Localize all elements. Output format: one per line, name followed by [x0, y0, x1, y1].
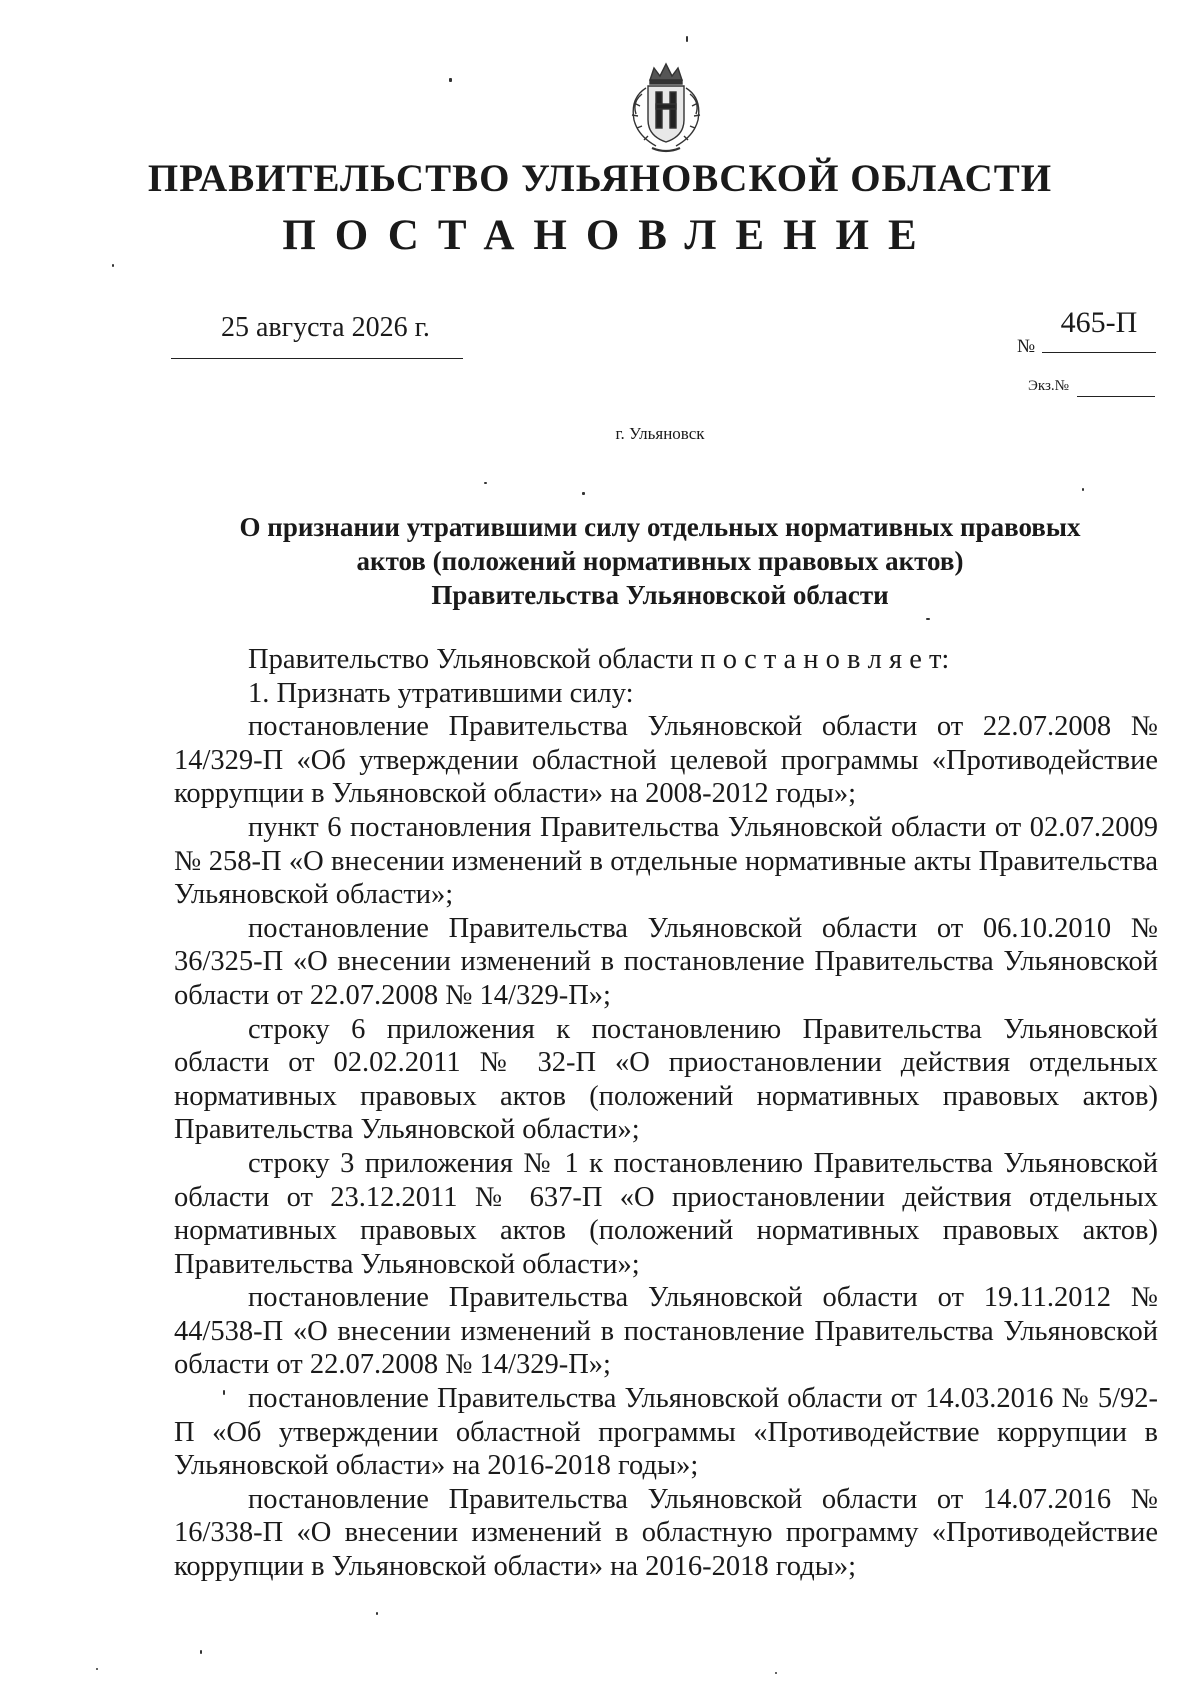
body-paragraph: постановление Правительства Ульяновской области от 22.07.2008 № 14/329-П «Об утверждении областной целевой программы «Противодействие коррупции в Ульяновской области» на 2008-2012 годы»; [174, 711, 1158, 810]
scan-speck [449, 78, 452, 82]
scan-speck [223, 1390, 225, 1395]
scan-speck [200, 1650, 202, 1654]
body-paragraph: пункт 6 постановления Правительства Ульяновской области от 02.07.2009 № 258-П «О внесении изменений в отдельные нормативные акты Правительства Ульяновской области»; [174, 811, 1158, 911]
body-paragraph: постановление Правительства Ульяновской области от 19.11.2012 № 44/538-П «О внесении изменений в постановление Правительства Ульяновской области от 22.07.2008 № 14/329-П»; [174, 1282, 1158, 1381]
document-date: 25 августа 2026 г. [221, 312, 430, 343]
scan-speck [96, 1668, 98, 1670]
title-line: О признании утратившими силу отдельных нормативных правовых [239, 512, 1081, 542]
document-number: 465-П [1060, 306, 1138, 339]
scan-speck [484, 482, 487, 484]
body-paragraph: Правительство Ульяновской области п о с т а н о в л я е т: [248, 644, 950, 675]
date-underline [171, 358, 463, 359]
document-title [190, 510, 1130, 612]
title-line: актов (положений нормативных правовых актов) [356, 546, 964, 576]
body-paragraph: постановление Правительства Ульяновской области от 06.10.2010 № 36/325-П «О внесении изменений в постановление Правительства Ульяновской области от 22.07.2008 № 14/329-П»; [174, 912, 1158, 1011]
scan-speck [775, 1672, 777, 1674]
document-body [174, 643, 1158, 1584]
title-line: Правительства Ульяновской области [431, 580, 889, 610]
body-paragraph: постановление Правительства Ульяновской области от 14.03.2016 № 5/92-П «Об утверждении областной программы «Противодействие коррупции в Ульяновской области» на 2016-2018 годы»; [174, 1383, 1158, 1482]
number-underline [1042, 352, 1156, 353]
scan-speck [582, 492, 585, 495]
scan-speck [376, 1612, 378, 1615]
body-paragraph: постановление Правительства Ульяновской области от 14.07.2016 № 16/338-П «О внесении изменений в областную программу «Противодействие коррупции в Ульяновской области» на 2016-2018 годы»; [174, 1483, 1158, 1583]
body-paragraph: 1. Признать утратившими силу: [248, 677, 634, 709]
body-paragraph: строку 3 приложения № 1 к постановлению Правительства Ульяновской области от 23.12.2011 № 637-П «О приостановлении действия отдельных нормативных правовых актов (положений нормативных правовых актов) Правительства Ульяновской области»; [174, 1147, 1158, 1280]
copy-number-underline [1077, 396, 1155, 397]
coat-of-arms-icon [612, 58, 720, 158]
scan-speck [112, 264, 114, 267]
body-paragraph: строку 6 приложения к постановлению Правительства Ульяновской области от 02.02.2011 № 32-П «О приостановлении действия отдельных нормативных правовых актов (положений нормативных правовых актов) Правительства Ульяновской области»; [174, 1013, 1158, 1146]
document-type: ПОСТАНОВЛЕНИЕ [282, 212, 936, 259]
number-sign: № [1017, 336, 1036, 357]
scan-speck [1082, 488, 1084, 491]
scan-speck [686, 36, 688, 42]
copy-number-label: Экз.№ [1028, 378, 1069, 394]
scan-speck [926, 618, 930, 620]
organization-name: ПРАВИТЕЛЬСТВО УЛЬЯНОВСКОЙ ОБЛАСТИ [147, 157, 1053, 200]
city: г. Ульяновск [615, 424, 705, 443]
